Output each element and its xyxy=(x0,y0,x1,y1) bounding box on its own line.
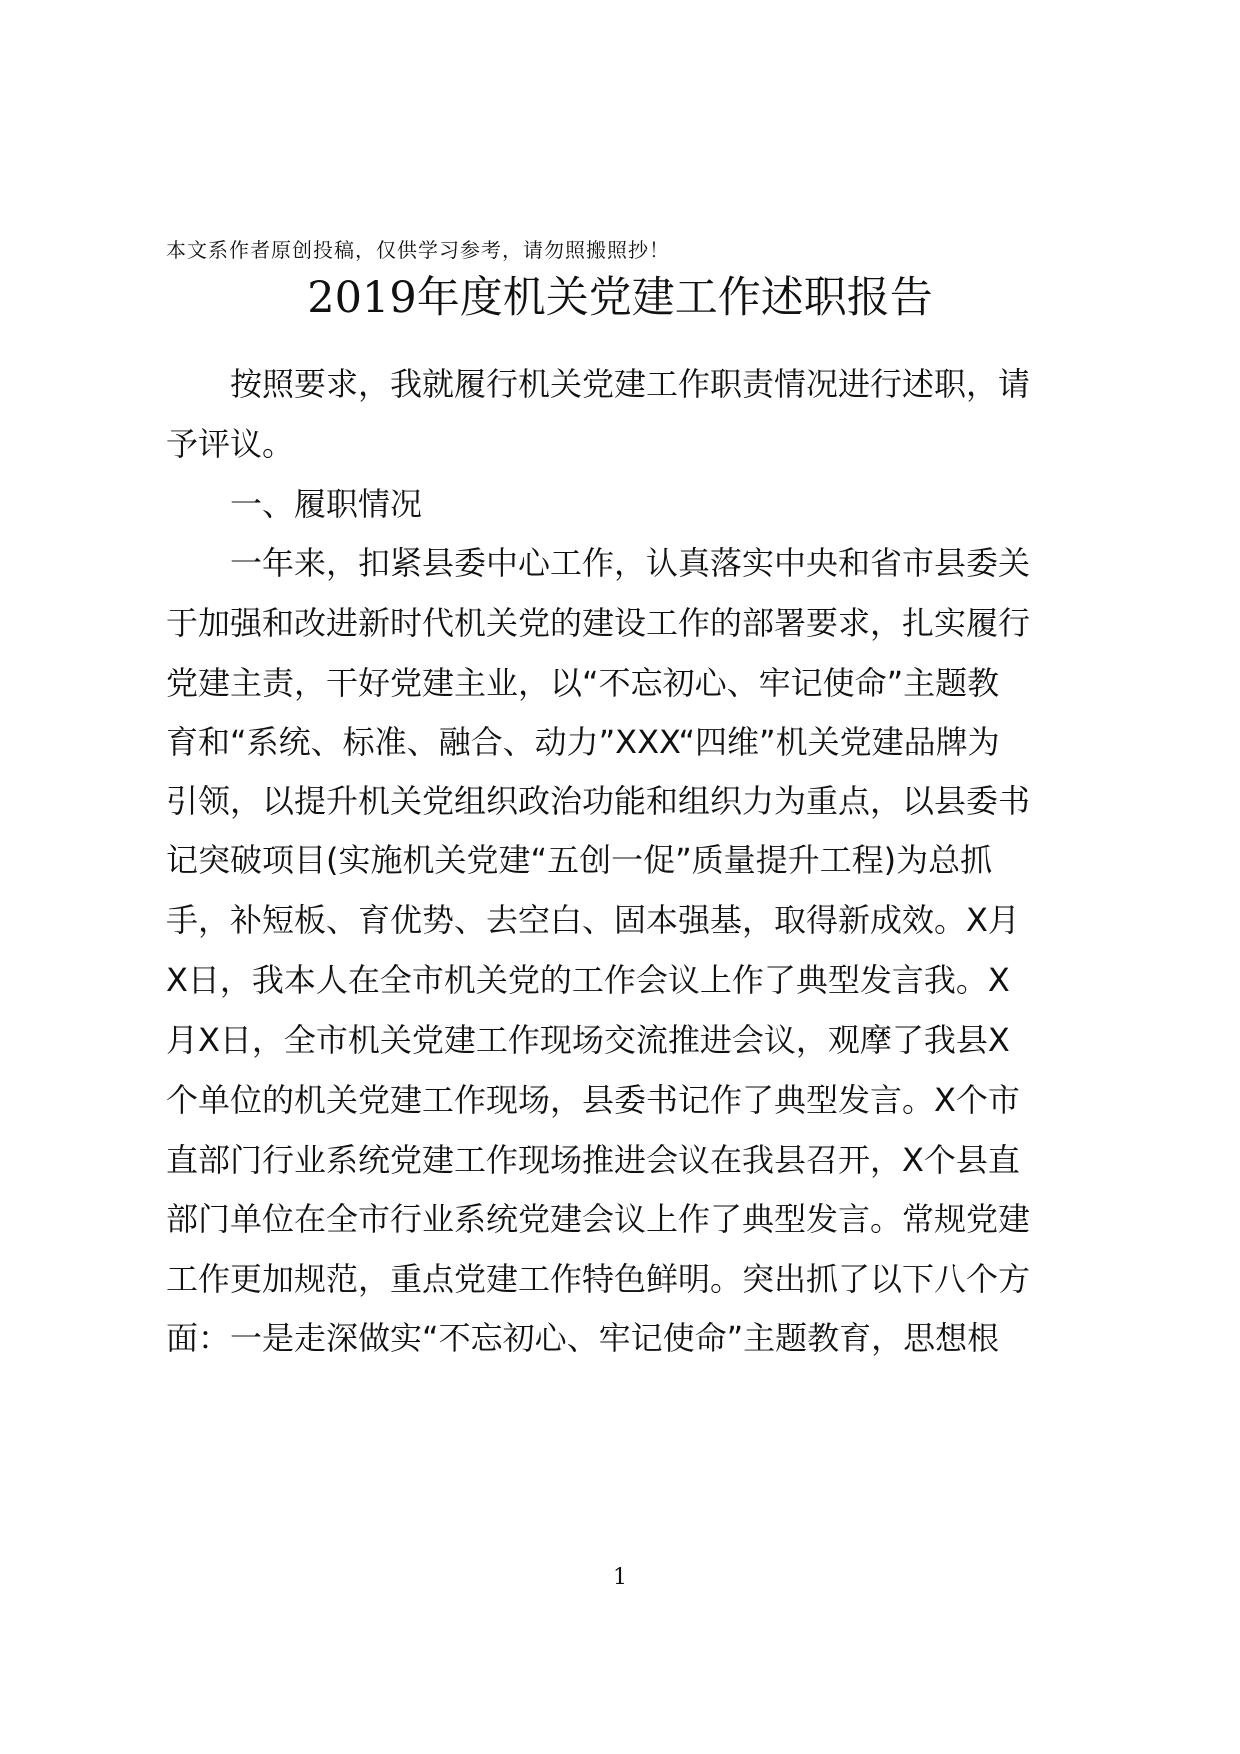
paragraph-line: 直部门行业系统党建工作现场推进会议在我县召开，X个县直 xyxy=(166,1141,1020,1179)
paragraph-line: 于加强和改进新时代机关党的建设工作的部署要求，扎实履行 xyxy=(166,604,1031,642)
paragraph-line: 按照要求，我就履行机关党建工作职责情况进行述职，请 xyxy=(166,365,1031,403)
paragraph-line: 予评议。 xyxy=(166,425,295,463)
paragraph-line: 育和“系统、标准、融合、动力”XXX“四维”机关党建品牌为 xyxy=(166,723,1000,761)
paragraph-line: 记突破项目(实施机关党建“五创一促”质量提升工程)为总抓 xyxy=(166,841,993,879)
paragraph-line: 月X日，全市机关党建工作现场交流推进会议，观摩了我县X xyxy=(166,1021,1010,1059)
paragraph-line: 手，补短板、育优势、去空白、固本强基，取得新成效。X月 xyxy=(166,901,1020,939)
paragraph-line: 一年来，扣紧县委中心工作，认真落实中央和省市县委关 xyxy=(166,544,1031,582)
paragraph-line: 工作更加规范，重点党建工作特色鲜明。突出抓了以下八个方 xyxy=(166,1260,1031,1298)
page-number: 1 xyxy=(613,1565,627,1590)
paragraph-line: 部门单位在全市行业系统党建会议上作了典型发言。常规党建 xyxy=(166,1200,1031,1238)
paragraph-line: X日，我本人在全市机关党的工作会议上作了典型发言我。X xyxy=(166,961,1010,999)
document-title: 2019年度机关党建工作述职报告 xyxy=(307,273,933,323)
paragraph-line: 面：一是走深做实“不忘初心、牢记使命”主题教育，思想根 xyxy=(166,1319,1000,1357)
paragraph-line: 党建主责，干好党建主业，以“不忘初心、牢记使命”主题教 xyxy=(166,664,1000,702)
copyright-notice: 本文系作者原创投稿，仅供学习参考，请勿照搬照抄！ xyxy=(166,238,670,262)
section-heading: 一、履职情况 xyxy=(166,485,423,523)
paragraph-line: 引领，以提升机关党组织政治功能和组织力为重点，以县委书 xyxy=(166,782,1031,820)
paragraph-line: 个单位的机关党建工作现场，县委书记作了典型发言。X个市 xyxy=(166,1081,1020,1119)
